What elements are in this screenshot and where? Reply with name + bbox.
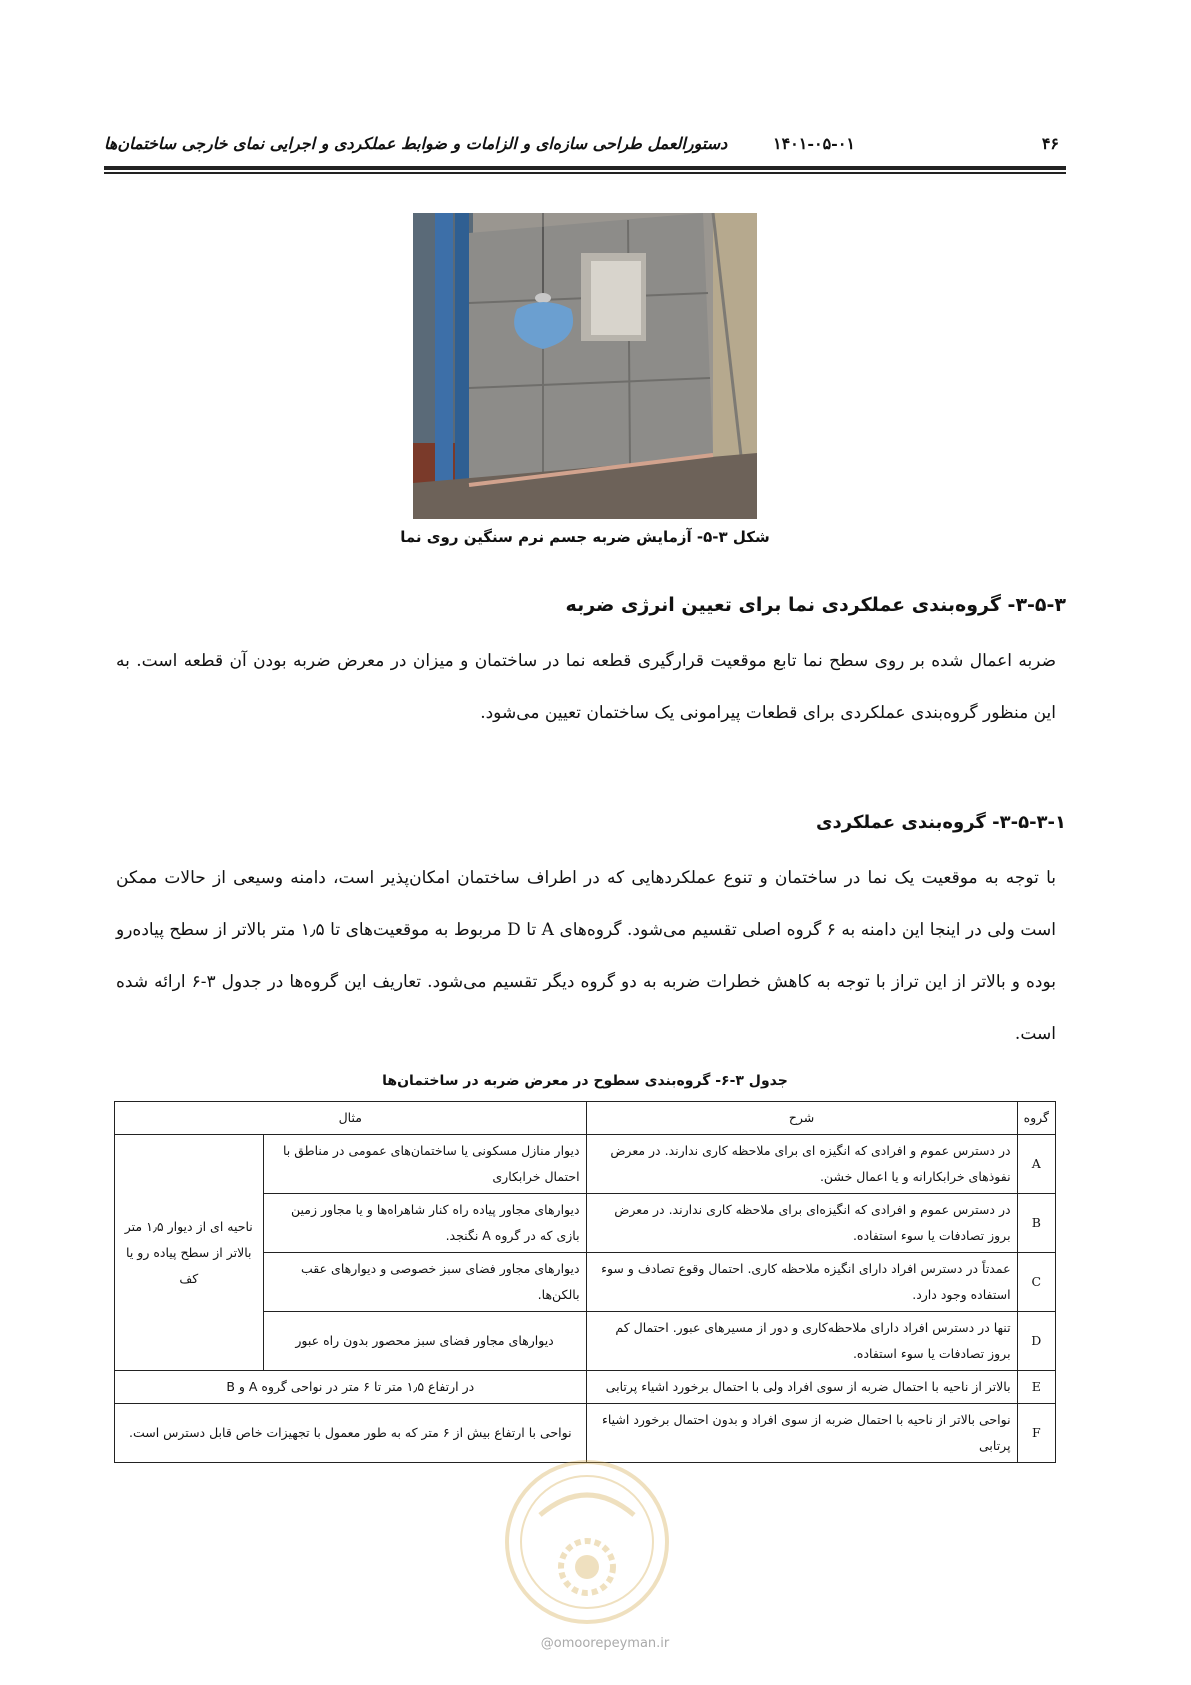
header-description: شرح: [586, 1102, 1017, 1135]
table-row: [115, 1371, 1056, 1404]
subsection-heading: ۳-۵-۳-۱- گروه‌بندی عملکردی: [816, 812, 1066, 833]
watermark-site: @omoorepeyman.ir: [540, 1636, 670, 1651]
example-cell: دیوار منازل مسکونی یا ساختمان‌های عمومی در مناطق با احتمال خرابکاری: [263, 1135, 586, 1194]
example-cell: دیوارهای مجاور فضای سبز محصور بدون راه عبور: [263, 1312, 586, 1371]
table-header-row: [115, 1102, 1056, 1135]
header-group: گروه: [1017, 1102, 1055, 1135]
description-cell: در دسترس عموم و افرادی که انگیزه ای برای ملاحظه کاری ندارند. در معرض نفوذهای خرابکارانه و یا اعمال خشن.: [586, 1135, 1017, 1194]
table-caption: جدول ۳-۶- گروه‌بندی سطوح در معرض ضربه در ساختمان‌ها: [382, 1073, 788, 1089]
section-heading: ۳-۵-۳- گروه‌بندی عملکردی نما برای تعیین انرژی ضربه: [565, 594, 1066, 616]
table-row: [115, 1404, 1056, 1463]
subsection-paragraph: با توجه به موقعیت یک نما در ساختمان و تنوع عملکردهایی که در اطراف ساختمان امکان‌پذیر است، دامنه وسیعی از حالات ممکن است ولی در اینجا این دامنه به ۶ گروه اصلی تقسیم می‌شود. گروه‌های A تا D مربوط به موقعیت‌های تا ۱٫۵ متر بالاتر از سطح پیاده‌رو بوده و بالاتر از این تراز با توجه به کاهش خطرات ضربه به دو گروه دیگر تقسیم می‌شود. تعاریف این گروه‌ها در جدول ۳-۶ ارائه شده است.: [116, 868, 1056, 1044]
page-number: ۴۶: [1041, 134, 1059, 153]
example-cell: دیوارهای مجاور فضای سبز خصوصی و دیوارهای عقب بالکن‌ها.: [263, 1253, 586, 1312]
example-cell: نواحی با ارتفاع بیش از ۶ متر که به طور معمول با تجهیزات خاص قابل دسترس است.: [115, 1404, 587, 1463]
header-rule-thin: [104, 172, 1066, 174]
group-cell: C: [1017, 1253, 1055, 1312]
zone-note-cell: ناحیه ای از دیوار ۱٫۵ متر بالاتر از سطح پیاده رو یا کف: [115, 1135, 264, 1371]
group-cell: F: [1017, 1404, 1055, 1463]
section-paragraph: ضربه اعمال شده بر روی سطح نما تابع موقعیت قرارگیری قطعه نما در ساختمان و میزان در معرض ضربه بودن آن قطعه است. به این منظور گروه‌بندی عملکردی برای قطعات پیرامونی یک ساختمان تعیین می‌شود.: [116, 651, 1056, 723]
description-cell: بالاتر از ناحیه با احتمال ضربه از سوی افراد ولی با احتمال برخورد اشیاء پرتابی: [586, 1371, 1017, 1404]
group-cell: E: [1017, 1371, 1055, 1404]
description-cell: در دسترس عموم و افرادی که انگیزه‌ای برای ملاحظه کاری ندارند. در معرض بروز تصادفات یا سوء استفاده.: [586, 1194, 1017, 1253]
figure-caption: شکل ۳-۵- آزمایش ضربه جسم نرم سنگین روی نما: [400, 528, 770, 546]
header-date: ۱۴۰۱-۰۵-۰۱: [772, 134, 855, 153]
header-rule-thick: [104, 166, 1066, 170]
group-cell: A: [1017, 1135, 1055, 1194]
header-example: مثال: [115, 1102, 587, 1135]
example-cell: دیوارهای مجاور پیاده راه کنار شاهراه‌ها و یا مجاور زمین بازی که در گروه A نگنجد.: [263, 1194, 586, 1253]
impact-groups-table: [114, 1101, 1056, 1463]
page-header: [104, 128, 1065, 162]
description-cell: عمدتاً در دسترس افراد دارای انگیزه ملاحظه کاری. احتمال وقوع تصادف و سوء استفاده وجود دارد.: [586, 1253, 1017, 1312]
group-cell: B: [1017, 1194, 1055, 1253]
header-title: دستورالعمل طراحی سازه‌ای و الزامات و ضوابط عملکردی و اجرایی نمای خارجی ساختمان‌ها: [104, 134, 728, 153]
impact-test-photo: [413, 213, 757, 519]
description-cell: تنها در دسترس افراد دارای ملاحظه‌کاری و دور از مسیرهای عبور. احتمال کم بروز تصادفات یا سوء استفاده.: [586, 1312, 1017, 1371]
watermark-logo: [500, 1455, 675, 1630]
group-cell: D: [1017, 1312, 1055, 1371]
description-cell: نواحی بالاتر از ناحیه با احتمال ضربه از سوی افراد و بدون احتمال برخورد اشیاء پرتابی: [586, 1404, 1017, 1463]
example-cell: در ارتفاع ۱٫۵ متر تا ۶ متر در نواحی گروه A و B: [115, 1371, 587, 1404]
table-row: [115, 1135, 1056, 1194]
